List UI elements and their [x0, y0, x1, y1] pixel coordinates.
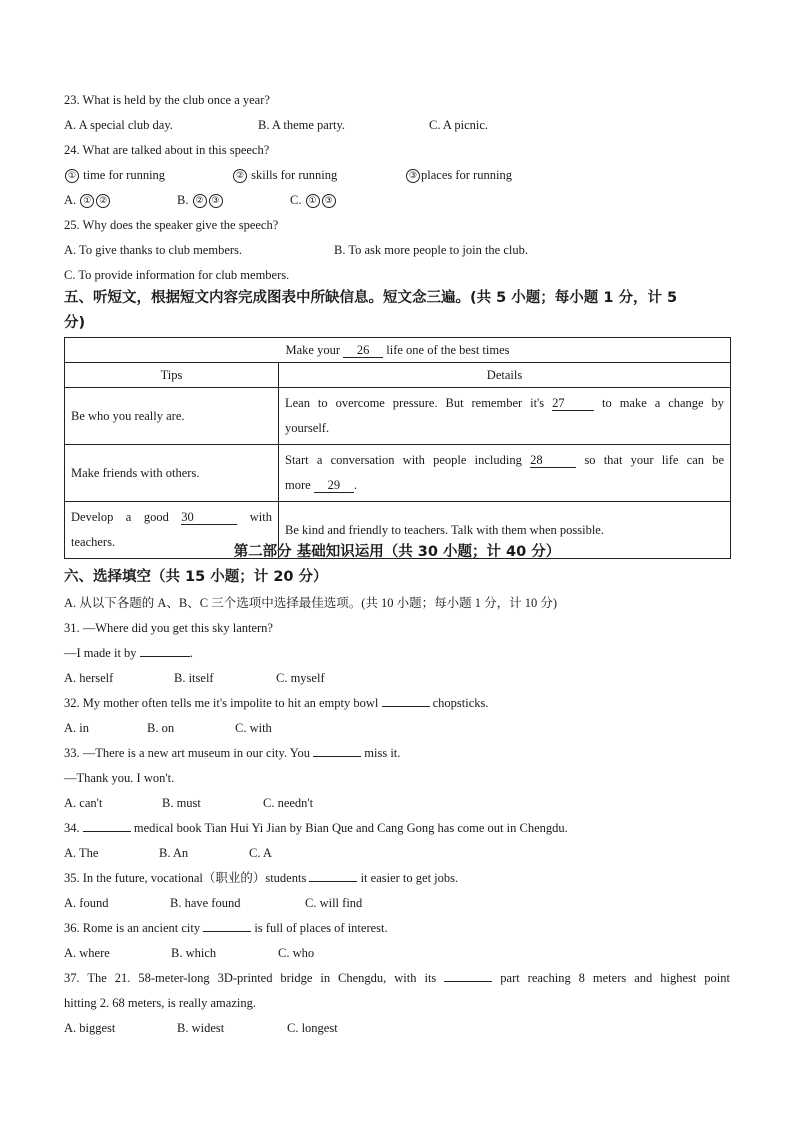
row3-detail: Be kind and friendly to teachers. Talk with them when possible. — [279, 502, 731, 559]
q23-option-c: C. A picnic. — [429, 118, 489, 132]
q35-option-c: C. will find — [305, 896, 363, 910]
q36-blank[interactable] — [203, 931, 251, 932]
q33-option-c: C. needn't — [263, 796, 314, 810]
q36-question: 36. Rome is an ancient city is full of places of interest. — [64, 921, 388, 935]
q24-item-3: ③ places for running — [405, 167, 512, 183]
q33-question: 33. —There is a new art museum in our city. You miss it. — [64, 746, 401, 760]
row2-tip: Make friends with others. — [65, 445, 279, 502]
q24-option-b: B. ② ③ — [177, 192, 224, 208]
q24-question: 24. What are talked about in this speech? — [64, 143, 270, 157]
q31-question: 31. —Where did you get this sky lantern? — [64, 621, 273, 635]
q25-option-c: C. To provide information for club members. — [64, 268, 290, 282]
section6-heading: 六、选择填空（共 15 小题；计 20 分） — [64, 569, 328, 585]
q35-option-a: A. found — [64, 896, 109, 910]
q25-question: 25. Why does the speaker give the speech? — [64, 218, 279, 232]
q36-option-c: C. who — [278, 946, 315, 960]
q24-option-c: C. ① ③ — [290, 192, 337, 208]
section5-heading-line2: 分) — [64, 315, 86, 331]
q34-option-a: A. The — [64, 846, 99, 860]
q37-question-line2: hitting 2. 68 meters, is really amazing. — [64, 996, 256, 1010]
row3-tip: Develop a good 30 with teachers. — [65, 502, 279, 559]
q32-option-a: A. in — [64, 721, 89, 735]
q31-answer-line: —I made it by . — [64, 646, 193, 660]
info-table — [64, 337, 731, 559]
blank-30[interactable]: 30 — [181, 510, 237, 525]
q23-question: 23. What is held by the club once a year? — [64, 93, 270, 107]
q34-option-b: B. An — [159, 846, 189, 860]
q35-option-b: B. have found — [170, 896, 241, 910]
q32-question: 32. My mother often tells me it's impolite to hit an empty bowl chopsticks. — [64, 696, 489, 710]
q33-option-a: A. can't — [64, 796, 103, 810]
table-title: Make your 26 life one of the best times — [65, 338, 731, 363]
q36-option-b: B. which — [171, 946, 217, 960]
section5-heading-line1: 五、听短文，根据短文内容完成图表中所缺信息。短文念三遍。(共 5 小题；每小题 1 分，计 5 — [64, 290, 678, 306]
q31-blank[interactable] — [140, 656, 190, 657]
q23-option-a: A. A special club day. — [64, 118, 173, 132]
q24-item-1: ① time for running — [64, 167, 165, 183]
q34-question: 34. medical book Tian Hui Yi Jian by Bian Que and Cang Gong has come out in Chengdu. — [64, 821, 568, 835]
q24-item-2: ② skills for running — [232, 167, 337, 183]
q34-blank[interactable] — [83, 831, 131, 832]
circled-two-icon: ② — [233, 169, 247, 183]
q37-option-b: B. widest — [177, 1021, 225, 1035]
q25-option-b: B. To ask more people to join the club. — [334, 243, 529, 257]
q31-option-a: A. herself — [64, 671, 114, 685]
q37-option-c: C. longest — [287, 1021, 338, 1035]
q37-question-line1: 37. The 21. 58-meter-long 3D-printed bridge in Chengdu, with its part reaching 8 meters and highest point — [64, 971, 731, 985]
q32-option-c: C. with — [235, 721, 272, 735]
blank-29[interactable]: 29 — [314, 478, 354, 493]
q35-blank[interactable] — [309, 881, 357, 882]
blank-26[interactable]: 26 — [343, 343, 383, 358]
row2-detail: Start a conversation with people including 28 so that your life can be more 29 . — [279, 445, 731, 502]
circled-one-icon: ① — [65, 169, 79, 183]
row1-detail: Lean to overcome pressure. But remember it's 27 to make a change by yourself. — [279, 388, 731, 445]
q31-option-c: C. myself — [276, 671, 325, 685]
q32-option-b: B. on — [147, 721, 175, 735]
part2-heading: 第二部分 基础知识运用（共 30 小题；计 40 分） — [233, 544, 561, 560]
section6-subheading: A. 从以下各题的 A、B、C 三个选项中选择最佳选项。(共 10 小题；每小题 1 分，计 10 分) — [64, 596, 558, 610]
q35-question: 35. In the future, vocational（职业的）students it easier to get jobs. — [64, 871, 459, 885]
q25-option-a: A. To give thanks to club members. — [64, 243, 243, 257]
col-header-details: Details — [279, 363, 731, 388]
q33-reply: —Thank you. I won't. — [64, 771, 175, 785]
q31-option-b: B. itself — [174, 671, 214, 685]
q32-blank[interactable] — [382, 706, 430, 707]
blank-28[interactable]: 28 — [530, 453, 576, 468]
q36-option-a: A. where — [64, 946, 110, 960]
q24-option-a: A. ① ② — [64, 192, 111, 208]
q33-option-b: B. must — [162, 796, 201, 810]
col-header-tips: Tips — [65, 363, 279, 388]
q33-blank[interactable] — [313, 756, 361, 757]
blank-27[interactable]: 27 — [552, 396, 594, 411]
circled-three-icon: ③ — [406, 169, 420, 183]
q37-blank[interactable] — [444, 981, 492, 982]
row1-tip: Be who you really are. — [65, 388, 279, 445]
q23-option-b: B. A theme party. — [258, 118, 346, 132]
q34-option-c: C. A — [249, 846, 272, 860]
q37-option-a: A. biggest — [64, 1021, 116, 1035]
